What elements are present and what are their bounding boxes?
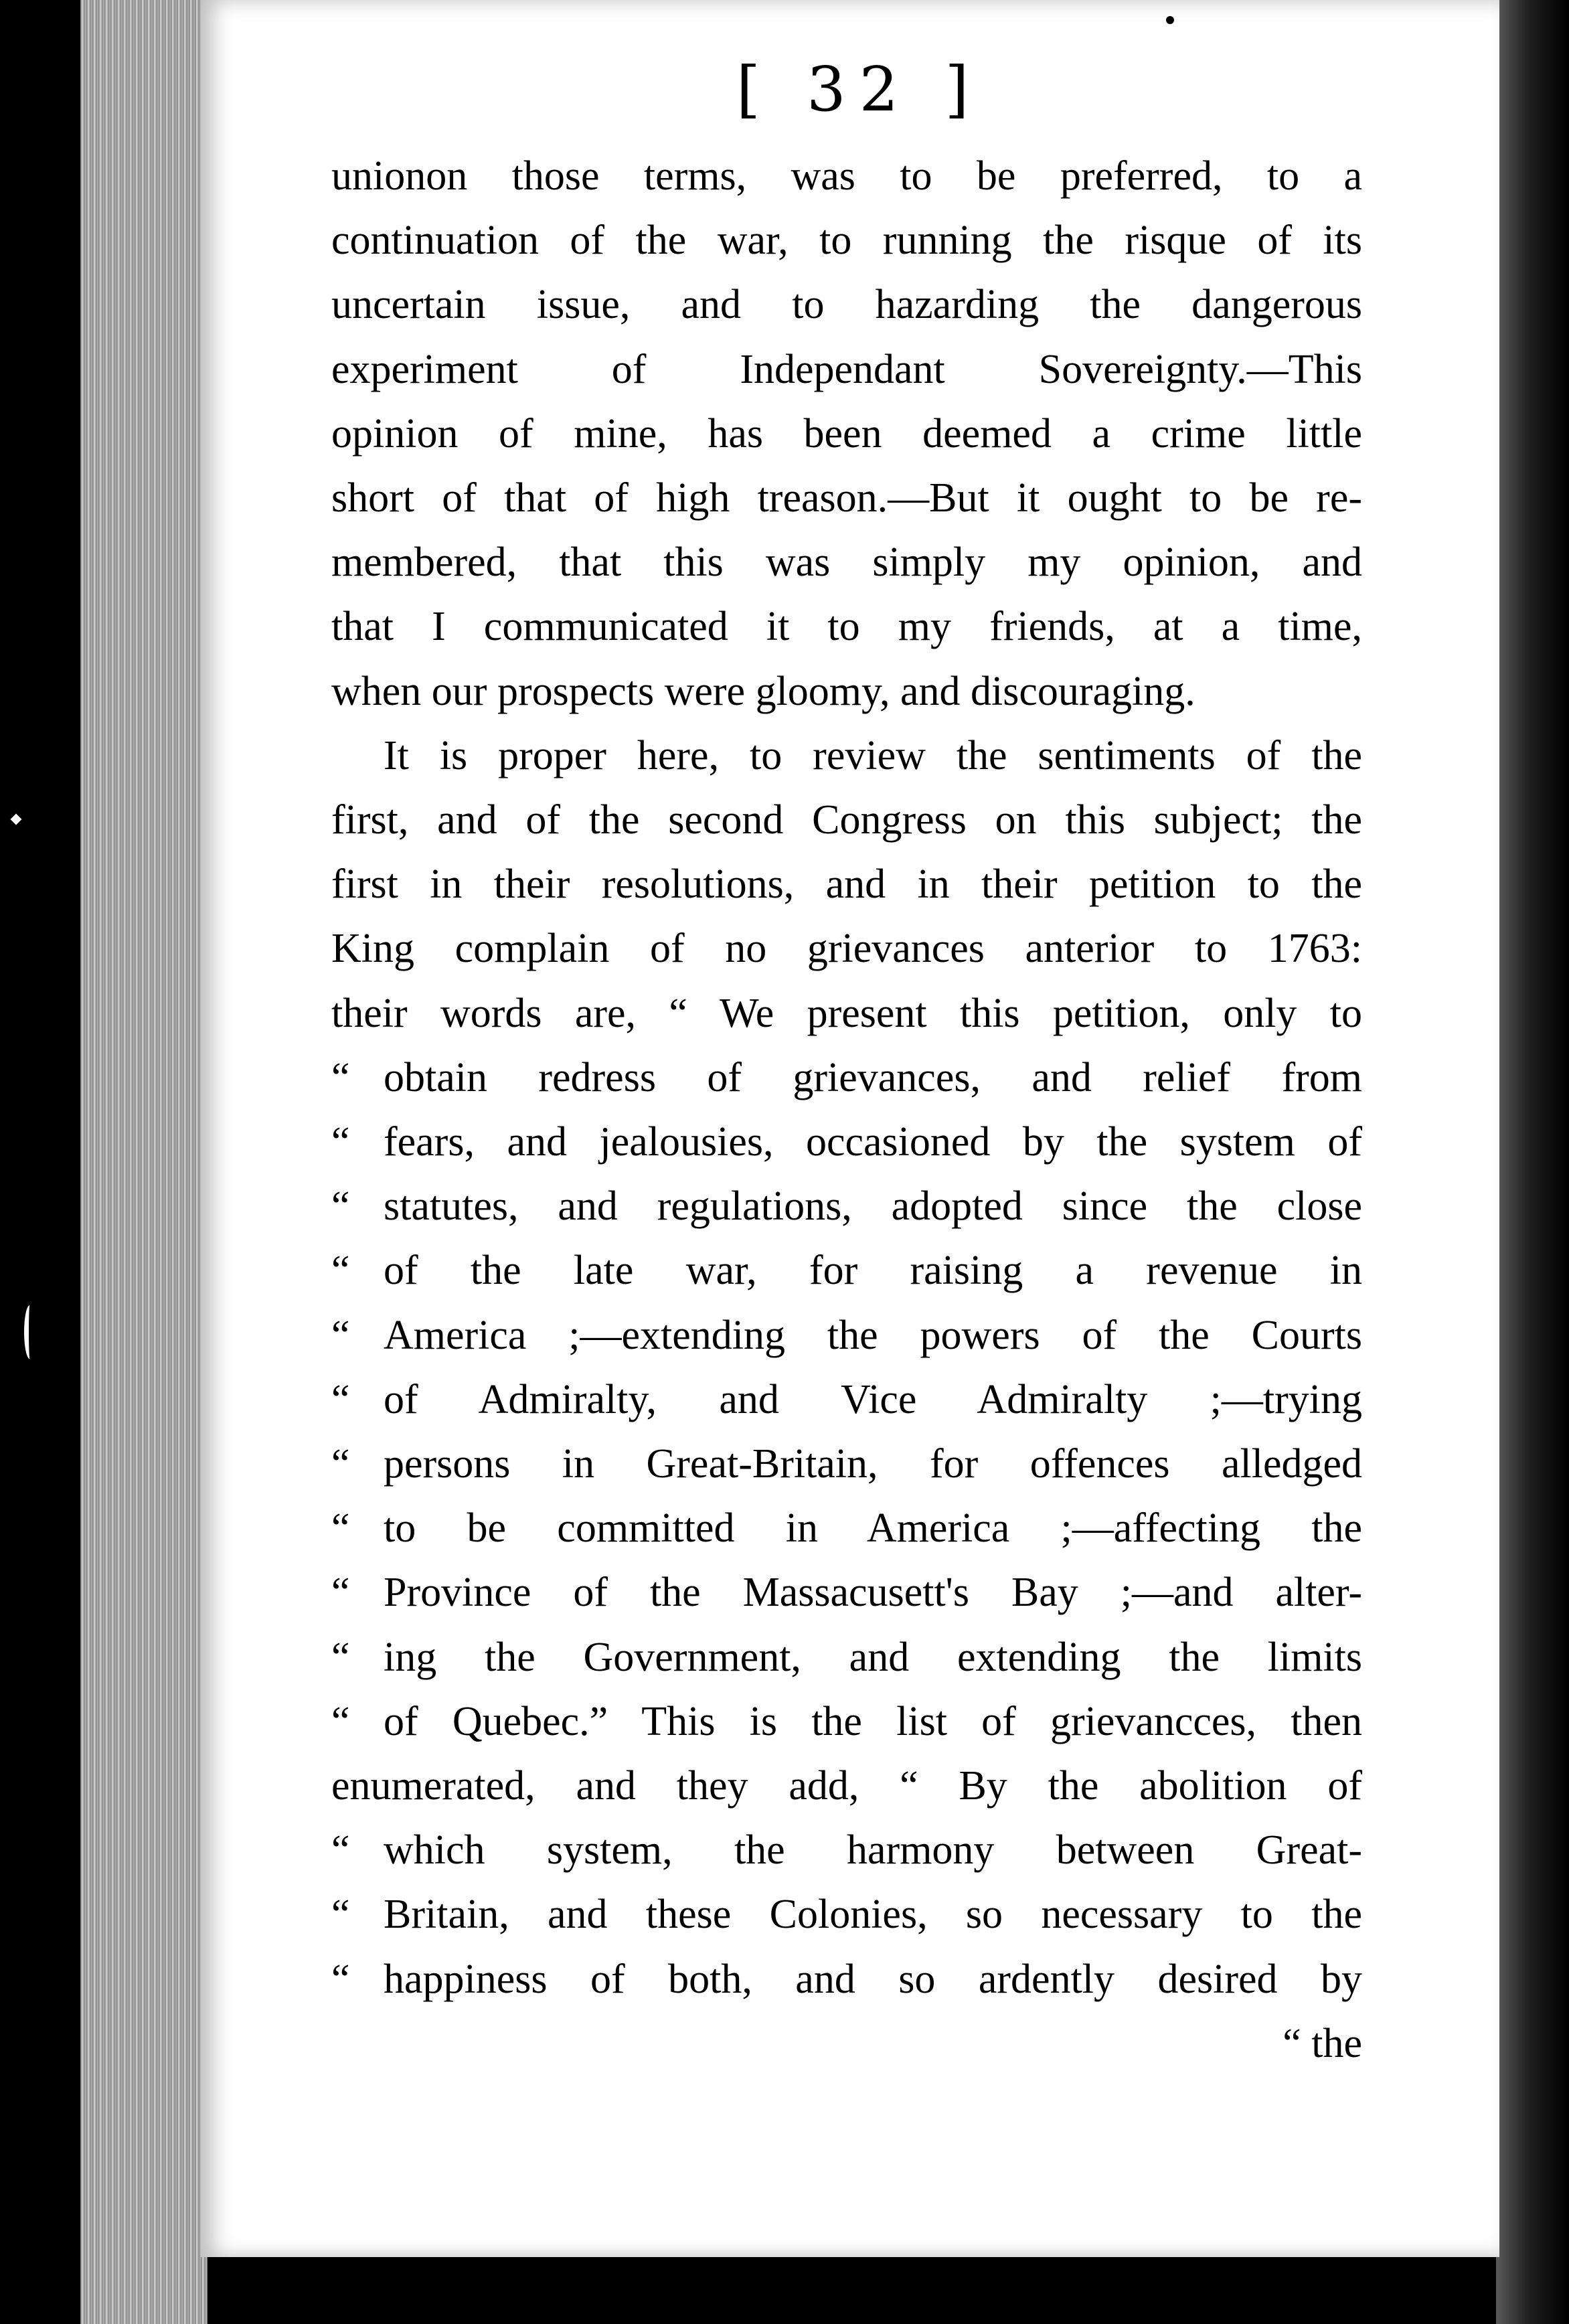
quoted-line: “ happiness of both, and so ardently desired by [331,1947,1362,2011]
quoted-line: “ America ;—extending the powers of the Courts [331,1303,1362,1367]
quote-mark: “ [331,1376,350,1422]
quote-mark: “ [331,1441,350,1487]
page-number: [ 32 ] [736,54,983,125]
text-line: opinion of mine, has been deemed a crime little [331,410,1362,456]
text-line: It is proper here, to review the sentiments of the [384,732,1362,778]
text-line: when our prospects were gloomy, and discouraging. [331,668,1195,714]
quote-mark: “ [331,1119,350,1165]
text-line: enumerated, and they add, “ By the abolition of [331,1763,1362,1809]
margin-mark [11,814,22,825]
quote-mark: “ [331,1892,350,1938]
text-line: their words are, “ We present this petition, only to [331,990,1362,1036]
quoted-line: “ which system, the harmony between Great- [331,1818,1362,1882]
quoted-line: “ fears, and jealousies, occasioned by the system of [331,1110,1362,1174]
text-line: first in their resolutions, and in their petition to the [331,861,1362,908]
quoted-line: “ ing the Government, and extending the limits [331,1625,1362,1689]
text-line: first, and of the second Congress on this subject; the [331,797,1362,843]
quoted-line: “ statutes, and regulations, adopted since the close [331,1174,1362,1238]
quote-mark: “ [331,1183,350,1230]
quote-mark: “ [331,1570,350,1616]
quote-mark: “ [331,1634,350,1680]
quoted-line: “ of Quebec.” This is the list of grievancces, then [331,1689,1362,1754]
text-line: membered, that this was simply my opinion, and [331,540,1362,586]
text-line: unionon those terms, was to be preferred, to a [331,153,1362,199]
quoted-line: “ to be committed in America ;—affecting the [331,1496,1362,1560]
quote-mark: “ [331,1827,350,1874]
text-line: continuation of the war, to running the risque of its [331,218,1362,264]
ink-dot [1166,16,1174,24]
quoted-line: “ of Admiralty, and Vice Admiralty ;—trying [331,1367,1362,1432]
quote-mark: “ [331,1312,350,1358]
catchword: “ the [1283,2020,1362,2066]
quoted-line: “ of the late war, for raising a revenue in [331,1238,1362,1303]
text-line: uncertain issue, and to hazarding the dangerous [331,282,1362,328]
page-text [331,144,1362,2076]
quote-mark: “ [331,1054,350,1100]
text-line: short of that of high treason.—But it ought to be re- [331,475,1362,521]
quote-mark: “ [331,1956,350,2002]
margin-mark [24,1305,35,1359]
gutter-shadow [1496,0,1569,2324]
text-line: King complain of no grievances anterior to 1763: [331,926,1362,972]
quoted-line: “ persons in Great-Britain, for offences alledged [331,1432,1362,1496]
quoted-line: “ Province of the Massacusett's Bay ;—and alter- [331,1560,1362,1625]
text-line: experiment of Independant Sovereignty.—This [331,346,1362,392]
quoted-line: “ obtain redress of grievances, and relief from [331,1046,1362,1110]
quote-mark: “ [331,1505,350,1552]
quote-mark: “ [331,1698,350,1744]
text-line: that I communicated it to my friends, at a time, [331,604,1362,650]
quote-mark: “ [331,1248,350,1294]
page-edges [80,0,208,2324]
quoted-line: “ Britain, and these Colonies, so necessary to the [331,1882,1362,1946]
